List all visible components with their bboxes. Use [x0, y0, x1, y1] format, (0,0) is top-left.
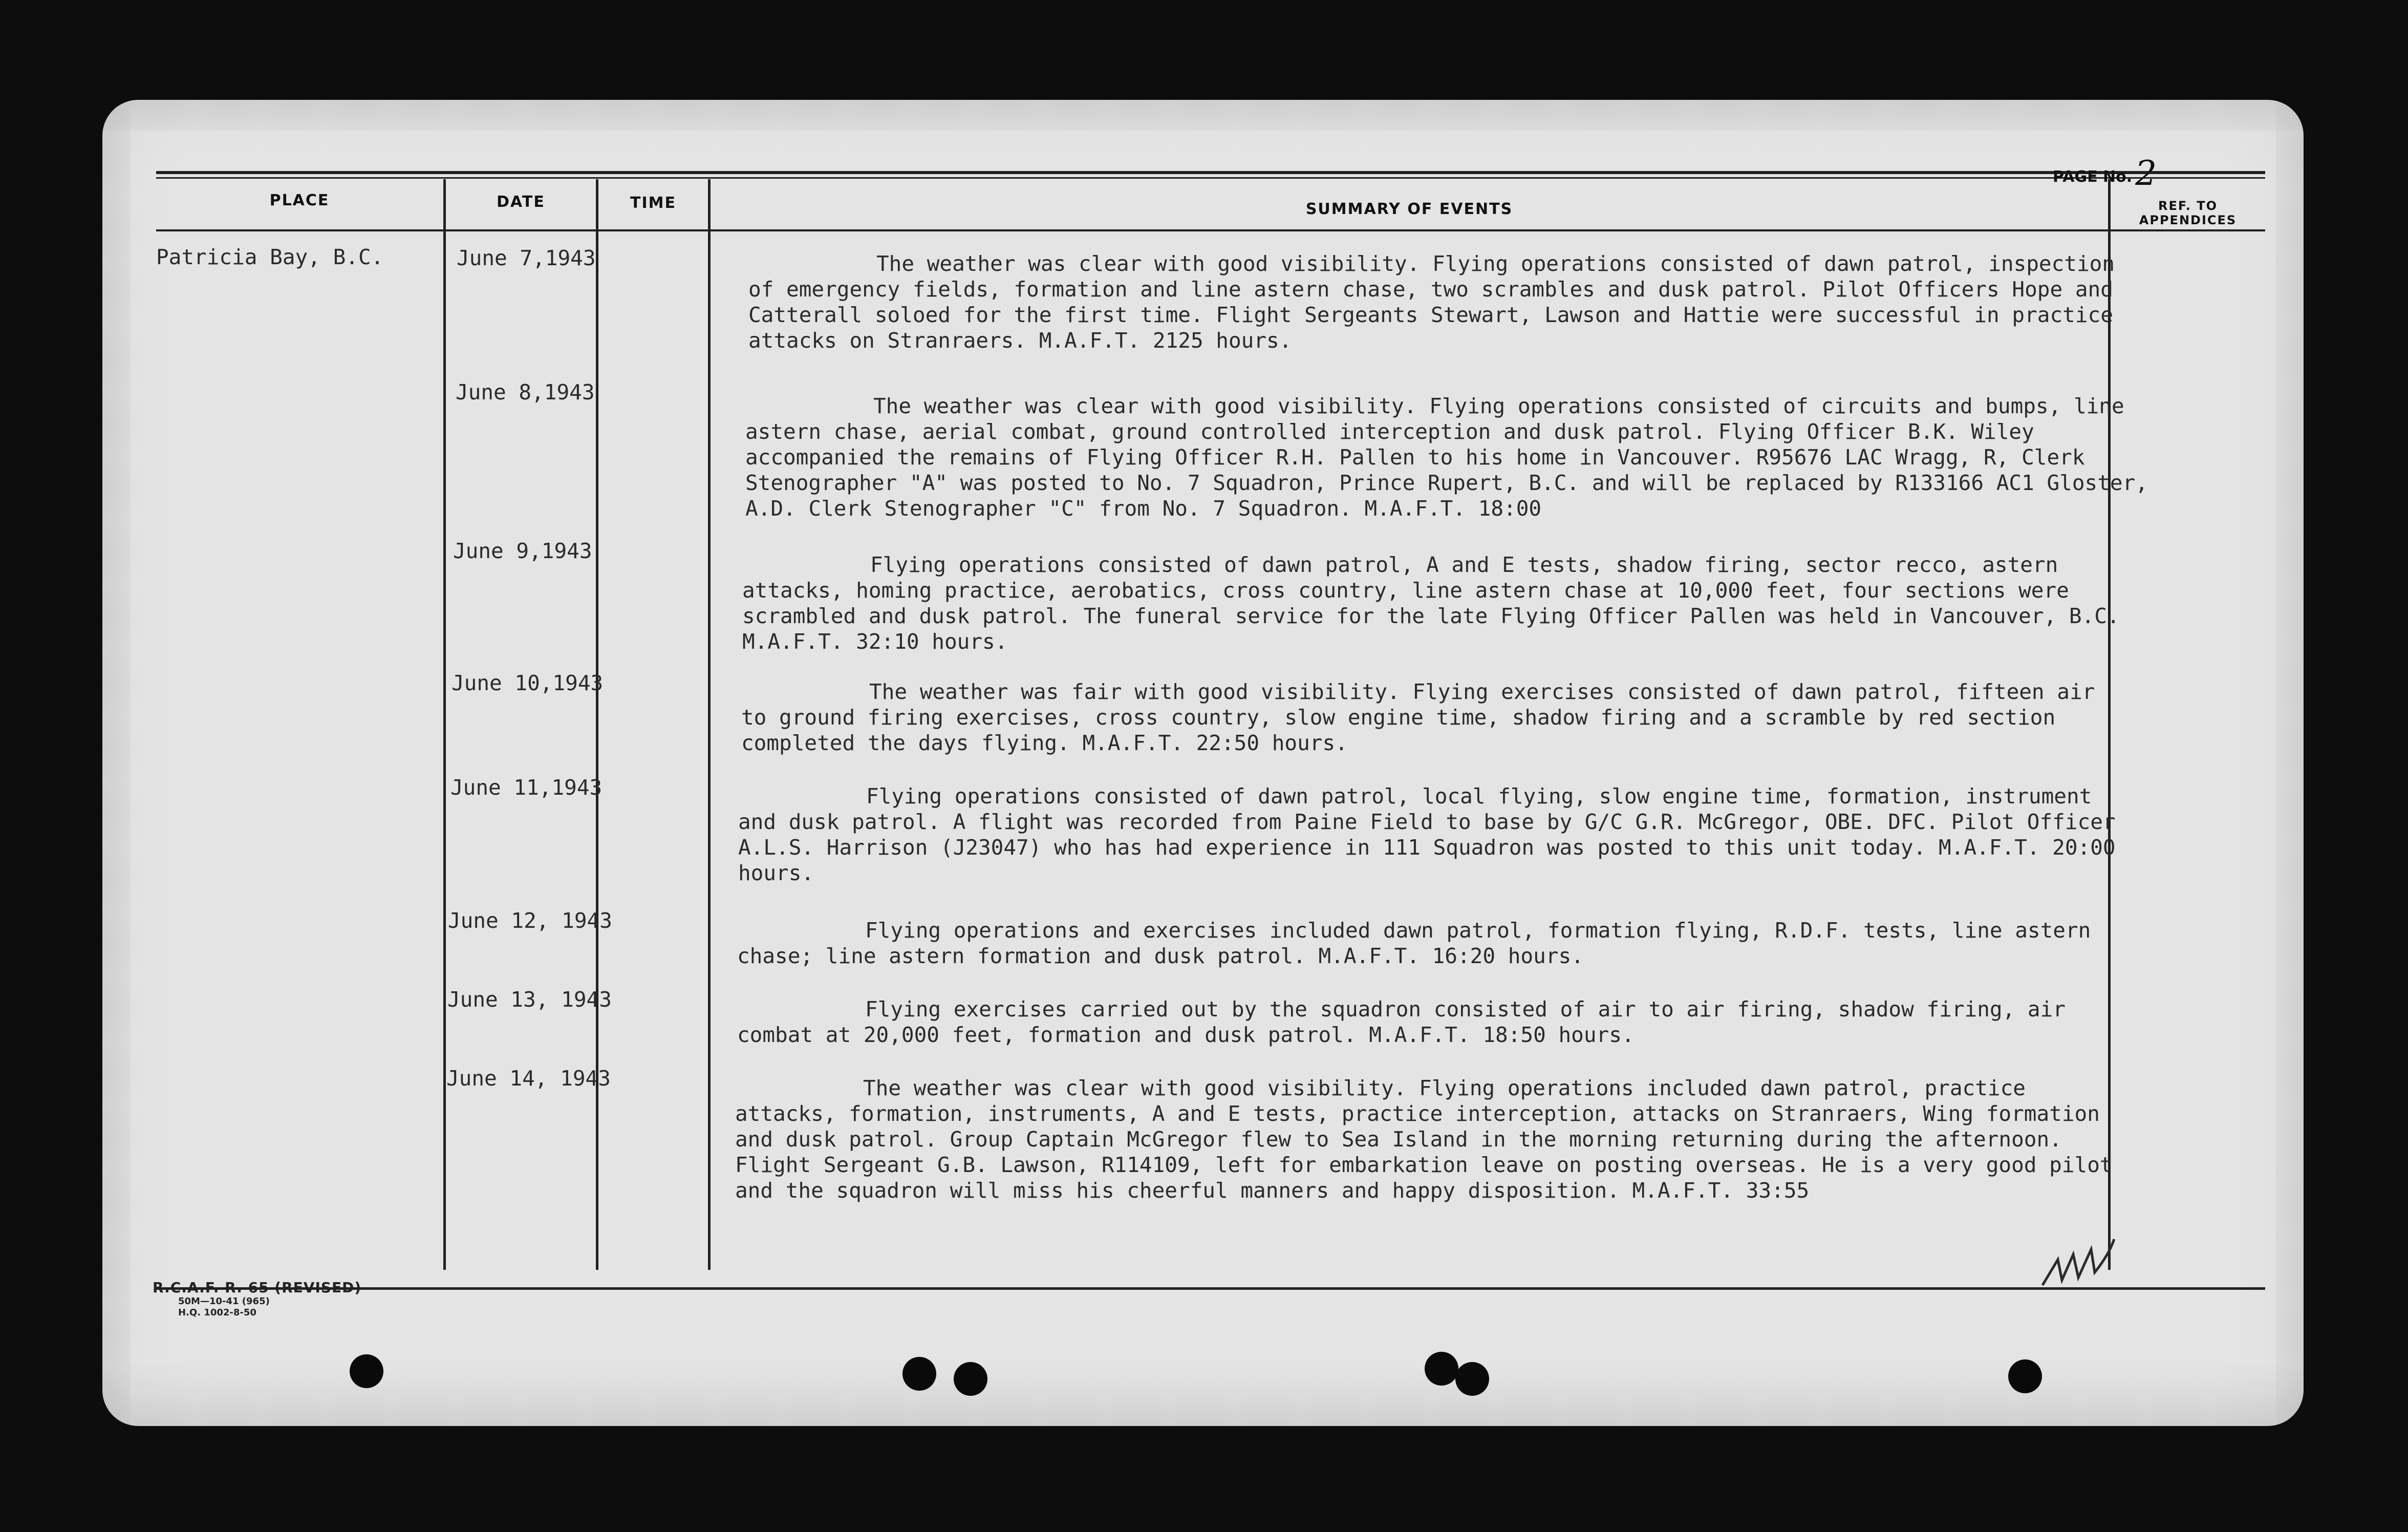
place-cell: Patricia Bay, B.C.: [156, 245, 384, 269]
summary-entry: Flying operations consisted of dawn patrol, A and E tests, shadow firing, sector recco, astern attacks, homing practice, aerobatics, cross country, line astern chase at 10,000 feet, four sections were scrambled and dusk patrol. The funeral service for the late Flying Officer Pallen was held in Vancouver, B.C. M.A.F.T. 32:10 hours.: [742, 552, 2120, 654]
punch-hole: [954, 1362, 987, 1396]
column-header-date: DATE: [497, 193, 545, 211]
page-number-label: PAGE No.: [2053, 168, 2133, 186]
punch-hole: [350, 1354, 383, 1388]
column-divider-date-time: [596, 179, 598, 1270]
punch-hole: [1455, 1362, 1489, 1396]
punch-hole: [1425, 1352, 1458, 1386]
form-print-code: 50M—10-41 (965): [178, 1296, 270, 1307]
header-bottom-rule: [156, 229, 2265, 231]
column-header-time: TIME: [630, 194, 676, 212]
form-number: R.C.A.F. R. 65 (REVISED): [153, 1279, 362, 1296]
date-cell: June 7,1943: [457, 246, 596, 270]
column-header-ref-line1: REF. TO: [2158, 199, 2218, 213]
summary-entry: Flying exercises carried out by the squadron consisted of air to air firing, shadow firing, air combat at 20,000 feet, formation and dusk patrol. M.A.F.T. 18:50 hours.: [737, 997, 2066, 1047]
date-cell: June 12, 1943: [448, 908, 612, 933]
column-divider-time-summary: [708, 179, 711, 1270]
date-cell: June 9,1943: [453, 539, 592, 563]
summary-entry: The weather was clear with good visibility. Flying operations included dawn patrol, practice attacks, formation, instruments, A and E tests, practice interception, attacks on Stranraers, Wing formation and dusk patrol. Group Captain McGregor flew to Sea Island in the morning returning during the afternoon. Flight Sergeant G.B. Lawson, R114109, left for embarkation leave on posting overseas. He is a very good pilot and the squadron will miss his cheerful manners and happy disposition. M.A.F.T. 33:55: [735, 1076, 2113, 1203]
summary-entry: Flying operations consisted of dawn patrol, local flying, slow engine time, formation, instrument and dusk patrol. A flight was recorded from Paine Field to base by G/C G.R. McGregor, OBE. DFC. Pilot Officer A.L.S. Harrison (J23047) who has had experience in 111 Squadron was posted to this unit today. M.A.F.T. 20:00 hours.: [738, 784, 2116, 885]
signature-mark: [2037, 1229, 2124, 1295]
form-footer: [153, 1279, 361, 1318]
form-hq-code: H.Q. 1002-8-50: [178, 1307, 256, 1318]
column-header-ref-line2: APPENDICES: [2139, 213, 2237, 227]
summary-entry: Flying operations and exercises included dawn patrol, formation flying, R.D.F. tests, line astern chase; line astern formation and dusk patrol. M.A.F.T. 16:20 hours.: [737, 918, 2091, 968]
top-rule: [156, 171, 2265, 174]
date-cell: June 11,1943: [450, 775, 603, 800]
summary-entry: The weather was clear with good visibility. Flying operations consisted of dawn patrol, inspection of emergency fields, formation and line astern chase, two scrambles and dusk patrol. Pilot Officers Hope and Catterall soloed for the first time. Flight Sergeants Stewart, Lawson and Hattie were successful in practice attacks on Stranraers. M.A.F.T. 2125 hours.: [748, 251, 2115, 353]
date-cell: June 14, 1943: [446, 1066, 611, 1091]
date-cell: June 13, 1943: [447, 987, 612, 1012]
punch-hole: [902, 1357, 936, 1391]
date-cell: June 8,1943: [456, 380, 595, 405]
top-rule-thin: [156, 177, 2265, 179]
date-cell: June 10,1943: [451, 671, 604, 695]
page-number: [2053, 154, 2157, 193]
summary-entry: The weather was fair with good visibility. Flying exercises consisted of dawn patrol, fifteen air to ground firing exercises, cross country, slow engine time, shadow firing and a scramble by red section completed the days flying. M.A.F.T. 22:50 hours.: [741, 679, 2095, 755]
summary-entry: The weather was clear with good visibility. Flying operations consisted of circuits and bumps, line astern chase, aerial combat, ground controlled interception and dusk patrol. Flying Officer B.K. Wiley accompanied the remains of Flying Officer R.H. Pallen to his home in Vancouver. R95676 LAC Wragg, R, Clerk Stenographer "A" was posted to No. 7 Squadron, Prince Rupert, B.C. and will be replaced by R133166 AC1 Gloster, A.D. Clerk Stenographer "C" from No. 7 Squadron. M.A.F.T. 18:00: [745, 394, 2148, 521]
page-number-value: 2: [2135, 154, 2157, 193]
column-header-summary: SUMMARY OF EVENTS: [1305, 200, 1513, 218]
column-header-place: PLACE: [269, 192, 330, 209]
column-header-ref: [2111, 199, 2265, 227]
bottom-rule: [156, 1287, 2265, 1290]
punch-hole: [2008, 1359, 2042, 1393]
column-divider-place-date: [443, 179, 446, 1270]
